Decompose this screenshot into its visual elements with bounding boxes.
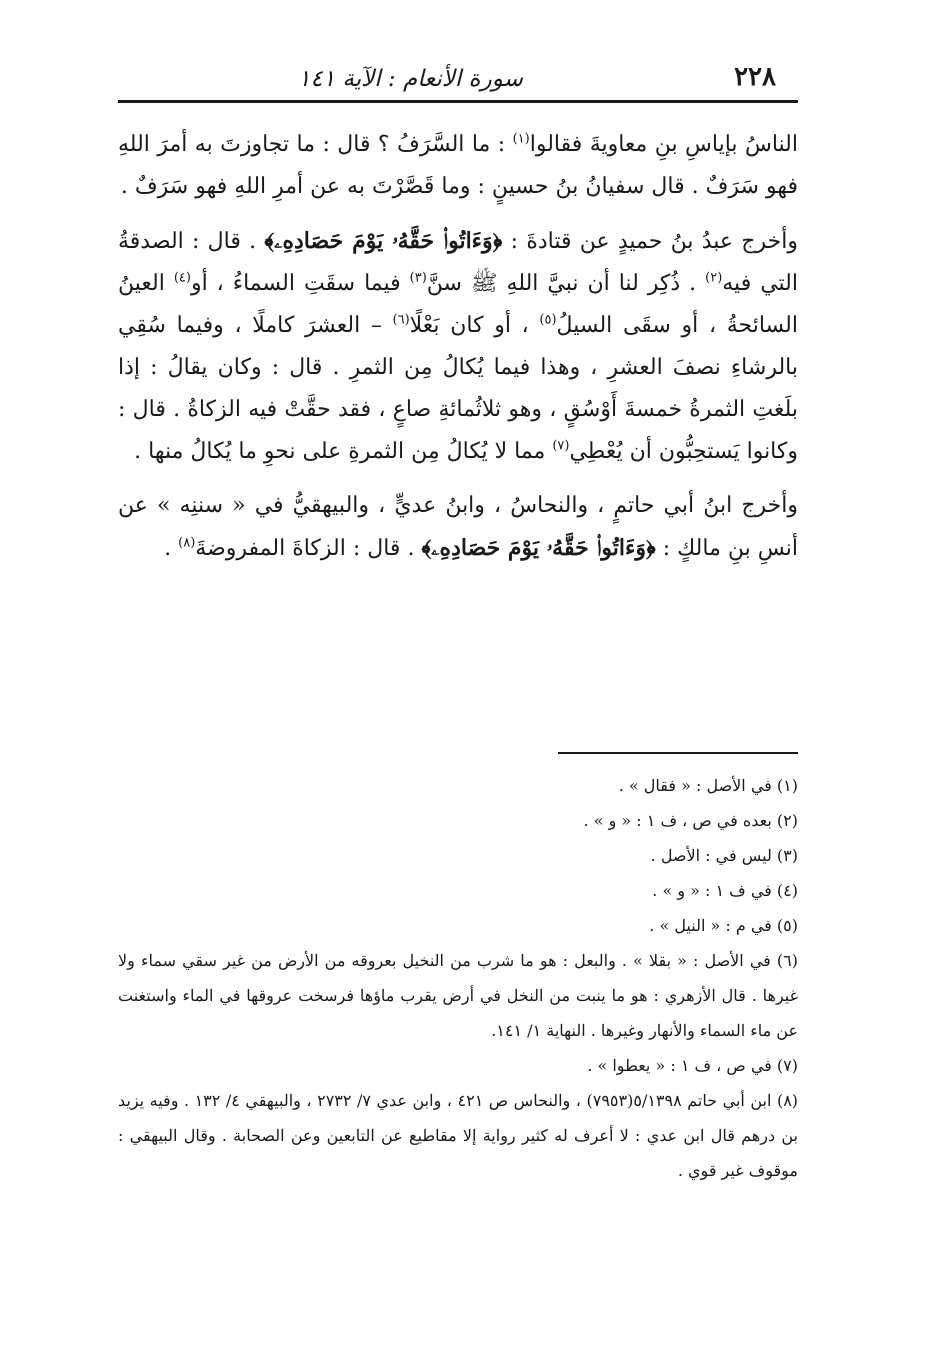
text-run: فيما سقَتِ السماءُ ، أو	[190, 271, 410, 296]
text-run: : ما السَّرَفُ ؟ قال : ما تجاوزتَ به أمرَ اللهِ فهو سَرَفٌ . قال سفيانُ بنُ حسينٍ : وما قَصَّرْتَ به عن أمرِ اللهِ فهو سَرَفٌ .	[118, 132, 798, 199]
text-run: العينُ السائحةُ ، أو سقَى السيلُ	[118, 271, 798, 338]
footnote-8: (٨) ابن أبي حاتم ٥/١٣٩٨(٧٩٥٣) ، والنحاس ص ٤٢١ ، وابن عدي ٧/ ٢٧٣٢ ، والبيهقي ٤/ ١٣٢ . وفيه يزيد بن درهم قال ابن عدي : لا أعرف له كثير رواية إلا مقاطيع عن التابعين وعن الصحابة . وقال البيهقي : موقوف غير قوي .	[118, 1091, 799, 1180]
page	[118, 0, 798, 1347]
footnote-ref-8: (٨)	[178, 535, 196, 551]
footnote-6: (٦) في الأصل : « بقلا » . والبعل : هو ما شرب من النخيل بعروقه من الأرض من غير سقي سماء ولا غيرها . قال الأزهري : هو ما ينبت من النخل في أرض يقرب ماؤها فرسخت عروقها في الماء واستغنت عن ماء السماء والأنهار وغيرها . النهاية ١/ ١٤١.	[118, 951, 798, 1040]
footnote-ref-6: (٦)	[392, 312, 410, 328]
quran-verse: ﴿وَءَاتُوا۟ حَقَّهُۥ يَوْمَ حَصَادِهِۦ﴾	[264, 228, 503, 254]
footnote-1: (١) في الأصل : « فقال » .	[618, 776, 798, 795]
text-run: الناسُ بإياسِ بنِ معاويةَ فقالوا	[529, 132, 798, 157]
text-run: . قال : الصدقةُ التي فيه	[118, 229, 798, 296]
page-number: ٢٢٨	[734, 62, 776, 92]
footnote-4: (٤) في ف ١ : « و » .	[652, 881, 798, 900]
footnote-ref-3: (٣)	[409, 270, 427, 286]
footnote-5: (٥) في م : « النيل » .	[649, 916, 798, 935]
footnote-7: (٧) في ص ، ف ١ : « يعطوا » .	[587, 1056, 798, 1075]
text-run: وأخرج ابنُ أبي حاتمٍ ، والنحاسُ ، وابنُ عديٍّ ، والبيهقيُّ في « سننِه » عن أنسِ بنِ مالكٍ :	[118, 493, 798, 561]
text-run: . قال : الزكاةَ المفروضةَ	[195, 536, 422, 561]
footnote-ref-5: (٥)	[539, 312, 557, 328]
footnote-2: (٢) بعده في ص ، ف ١ : « و » .	[583, 811, 798, 830]
footnote-ref-1: (١)	[512, 131, 530, 147]
text-run: مما لا يُكالُ مِن الثمرةِ على نحوِ ما يُكالُ منها .	[134, 439, 553, 464]
running-header	[118, 48, 798, 92]
text-run: ، أو كان بَعْلًا	[409, 313, 540, 338]
paragraph-2	[118, 220, 798, 473]
footnote-ref-4: (٤)	[173, 270, 191, 286]
body-text	[118, 124, 798, 570]
footnote-ref-2: (٢)	[705, 270, 723, 286]
text-run: وأخرج عبدُ بنُ حميدٍ عن قتادةَ :	[502, 229, 798, 254]
header-rule	[118, 100, 798, 103]
footnotes-rule	[558, 752, 798, 754]
footnote-ref-7: (٧)	[552, 438, 570, 454]
paragraph-3	[118, 485, 798, 570]
running-title: سورة الأنعام : الآية ١٤١	[298, 66, 523, 92]
paragraph-1	[118, 124, 798, 208]
text-run: – العشرَ كاملًا ، وفيما سُقِي بالرشاءِ نصفَ العشرِ ، وهذا فيما يُكالُ مِن الثمرِ . قال : وكان يقالُ : إذا بلَغتِ الثمرةُ خمسةَ أَوْسُقٍ ، وهو ثلاثُمائةِ صاعٍ ، فقد حقَّتْ فيه الزكاةُ . قال : وكانوا يَستحِبُّون أن يُعْطِي	[118, 313, 798, 464]
quran-verse: ﴿وَءَاتُوا۟ حَقَّهُۥ يَوْمَ حَصَادِهِۦ﴾	[421, 535, 656, 561]
footnote-3: (٣) ليس في : الأصل .	[650, 846, 798, 865]
footnotes	[118, 768, 798, 1188]
text-run: . ذُكِر لنا أن نبيَّ اللهِ ﷺ سنَّ	[426, 271, 706, 296]
text-run: .	[164, 536, 179, 561]
